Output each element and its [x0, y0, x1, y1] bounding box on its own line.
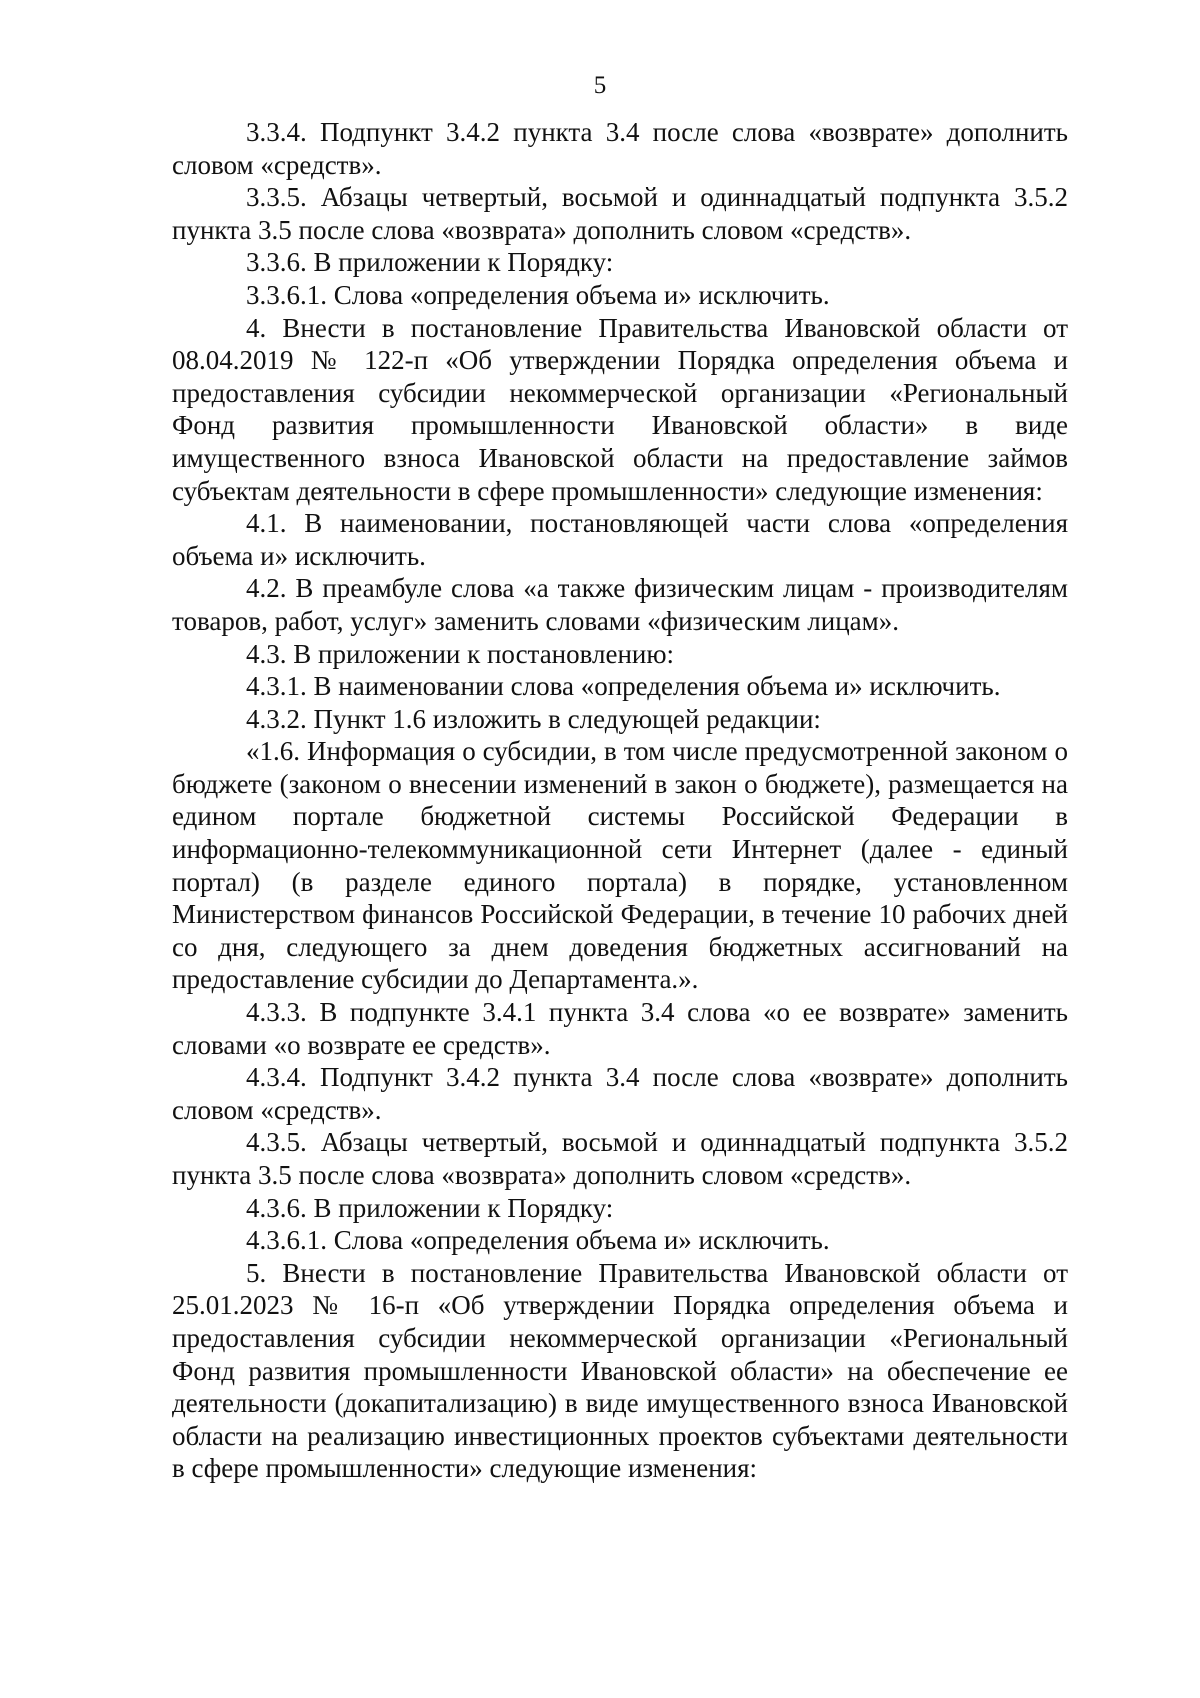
paragraph: 4.1. В наименовании, постановляющей части слова «определения объема и» исключить. — [172, 508, 1068, 571]
paragraph: 4. Внести в постановление Правительства Ивановской области от 08.04.2019 № 122-п «Об утверждении Порядка определения объема и предоставления субсидии некоммерческой организации «Региональный Фонд развития промышленности Ивановской области» в виде имущественного взноса Ивановской области на предоставление займов субъектам деятельности в сфере промышленности» следующие изменения: — [172, 312, 1068, 506]
paragraph: «1.6. Информация о субсидии, в том числе предусмотренной законом о бюджете (законом о внесении изменений в закон о бюджете), размещается на едином портале бюджетной системы Российской Федерации в информационно-телекоммуникационной сети Интернет (далее - единый портал) (в разделе единого портала) в порядке, установленном Министерством финансов Российской Федерации, в течение 10 рабочих дней со дня, следующего за днем доведения бюджетных ассигнований на предоставление субсидии до Департамента.». — [172, 736, 1068, 995]
paragraph: 4.3.1. В наименовании слова «определения объема и» исключить. — [246, 671, 1001, 702]
paragraph: 3.3.5. Абзацы четвертый, восьмой и одиннадцатый подпункта 3.5.2 пункта 3.5 после слова «возврата» дополнить словом «средств». — [172, 182, 1068, 245]
document-body — [172, 116, 1068, 1485]
paragraph: 4.3.6. В приложении к Порядку: — [246, 1192, 614, 1223]
paragraph: 4.3.4. Подпункт 3.4.2 пункта 3.4 после слова «возврате» дополнить словом «средств». — [172, 1062, 1068, 1125]
paragraph: 4.3.3. В подпункте 3.4.1 пункта 3.4 слова «о ее возврате» заменить словами «о возврате ее средств». — [172, 997, 1068, 1060]
page-number: 5 — [593, 72, 607, 99]
paragraph: 4.2. В преамбуле слова «а также физическим лицам - производителям товаров, работ, услуг» заменить словами «физическим лицам». — [172, 573, 1068, 636]
paragraph: 4.3. В приложении к постановлению: — [246, 638, 675, 669]
paragraph: 4.3.5. Абзацы четвертый, восьмой и одиннадцатый подпункта 3.5.2 пункта 3.5 после слова «возврата» дополнить словом «средств». — [172, 1127, 1068, 1190]
paragraph: 4.3.2. Пункт 1.6 изложить в следующей редакции: — [246, 703, 821, 734]
paragraph: 3.3.4. Подпункт 3.4.2 пункта 3.4 после слова «возврате» дополнить словом «средств». — [172, 117, 1068, 180]
paragraph: 3.3.6. В приложении к Порядку: — [246, 247, 614, 278]
paragraph: 4.3.6.1. Слова «определения объема и» исключить. — [246, 1225, 830, 1256]
paragraph: 3.3.6.1. Слова «определения объема и» исключить. — [246, 279, 830, 310]
paragraph: 5. Внести в постановление Правительства Ивановской области от 25.01.2023 № 16-п «Об утверждении Порядка определения объема и предоставления субсидии некоммерческой организации «Региональный Фонд развития промышленности Ивановской области» на обеспечение ее деятельности (докапитализацию) в виде имущественного взноса Ивановской области на реализацию инвестиционных проектов субъектами деятельности в сфере промышленности» следующие изменения: — [172, 1257, 1068, 1484]
